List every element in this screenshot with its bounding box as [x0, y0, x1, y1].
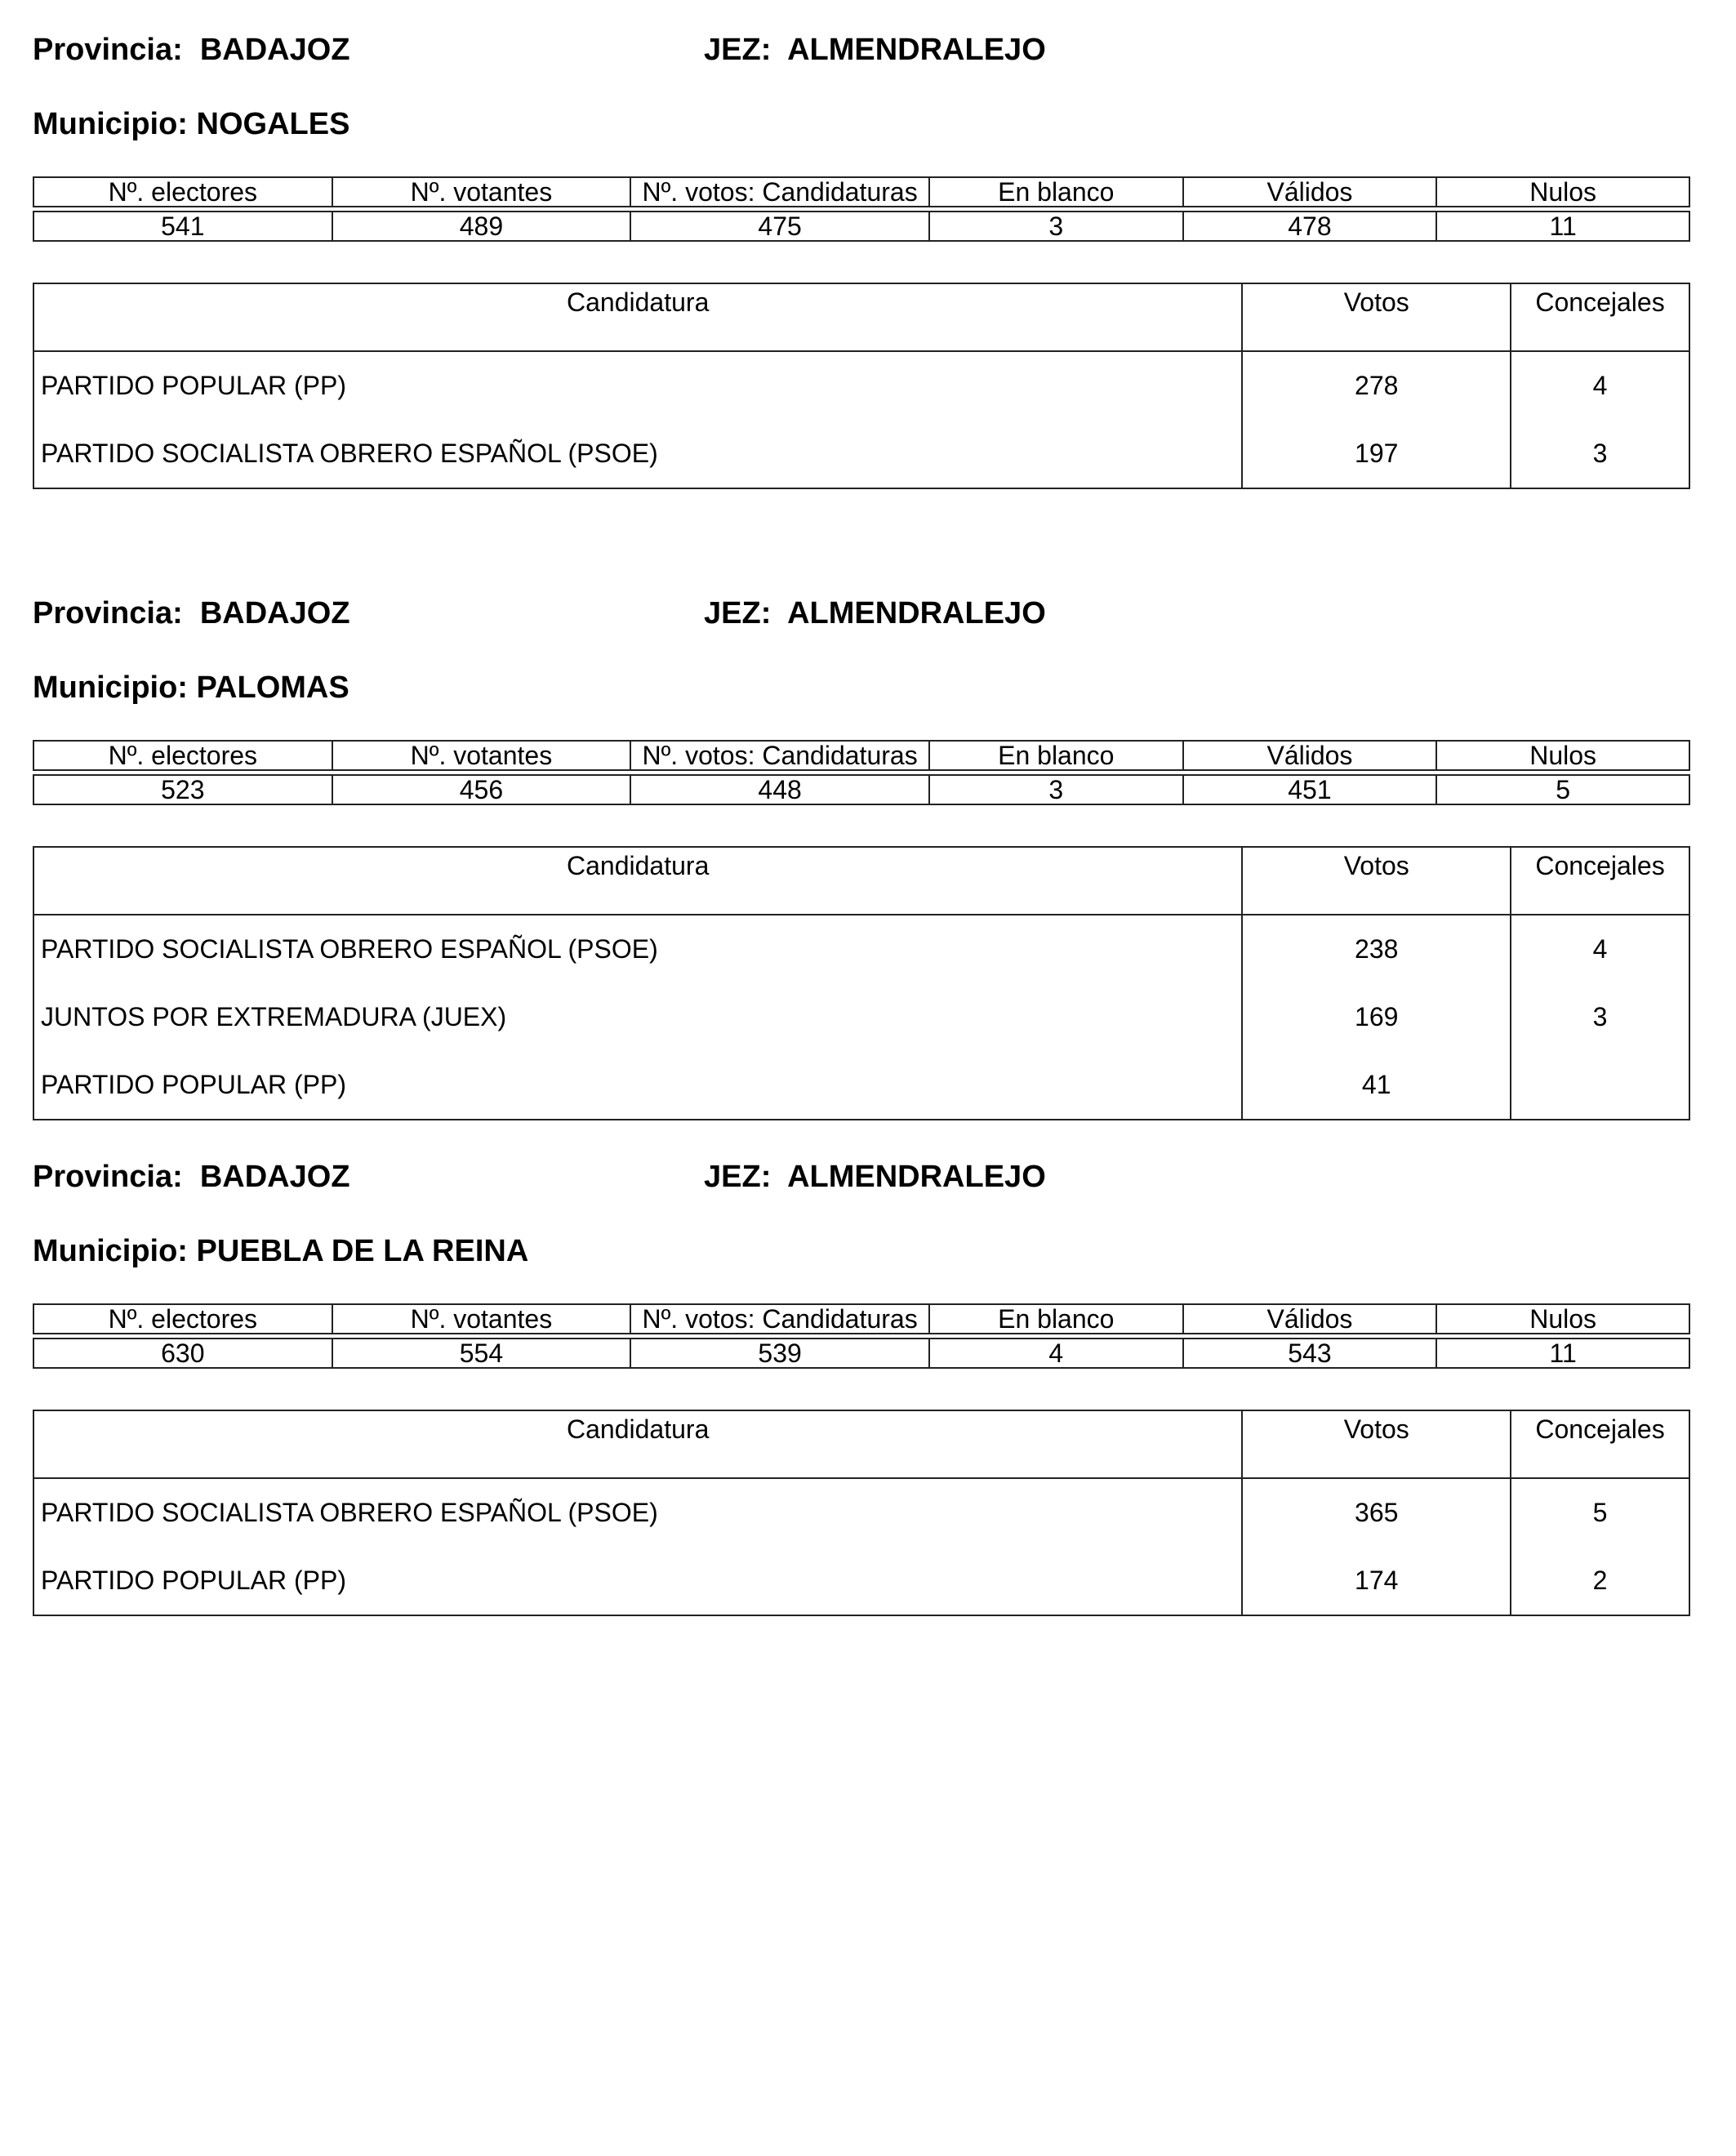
stats-table [33, 176, 1690, 242]
stats-value-row [33, 1339, 1689, 1368]
municipio-label: Municipio: [33, 670, 188, 705]
candidate-row [33, 983, 1689, 1051]
candidate-votos: 169 [1242, 983, 1511, 1051]
candidates-header-row [33, 847, 1689, 915]
candidate-name: PARTIDO POPULAR (PP) [41, 1070, 346, 1099]
stats-header-electores: Nº. electores [33, 177, 332, 207]
candidate-row [33, 420, 1689, 488]
jez-value: ALMENDRALEJO [787, 33, 1046, 67]
stats-header-votos-candidaturas: Nº. votos: Candidaturas [630, 177, 929, 207]
candidate-votos: 197 [1242, 420, 1511, 488]
provincia-value: BADAJOZ [199, 33, 350, 67]
stats-header-votos-candidaturas: Nº. votos: Candidaturas [630, 1304, 929, 1334]
provincia-value: BADAJOZ [199, 596, 350, 630]
provincia-value: BADAJOZ [199, 1160, 350, 1194]
stats-value-en-blanco: 3 [929, 775, 1183, 804]
stats-header-nulos: Nulos [1436, 1304, 1689, 1334]
candidates-header-row [33, 1410, 1689, 1478]
stats-value-electores: 541 [33, 212, 332, 241]
jez-label: JEZ: [704, 596, 772, 630]
jez-value: ALMENDRALEJO [787, 1160, 1046, 1194]
jez-label-group [704, 31, 1046, 69]
votos-header: Votos [1242, 1410, 1511, 1478]
municipio-line [33, 669, 349, 706]
stats-value-electores: 523 [33, 775, 332, 804]
candidates-table [33, 283, 1690, 489]
stats-header-en-blanco: En blanco [929, 741, 1183, 770]
jez-value: ALMENDRALEJO [787, 596, 1046, 630]
stats-header-nulos: Nulos [1436, 741, 1689, 770]
candidates-header-row [33, 283, 1689, 351]
municipio-value: PUEBLA DE LA REINA [196, 1234, 529, 1268]
candidate-concejales [1511, 1051, 1689, 1120]
stats-value-validos: 478 [1183, 212, 1437, 241]
candidate-votos: 174 [1242, 1547, 1511, 1615]
candidatura-header: Candidatura [33, 847, 1242, 915]
candidate-name: PARTIDO SOCIALISTA OBRERO ESPAÑOL (PSOE) [41, 439, 658, 468]
municipio-label: Municipio: [33, 1234, 188, 1268]
stats-value-en-blanco: 4 [929, 1339, 1183, 1368]
candidatura-header: Candidatura [33, 1410, 1242, 1478]
stats-value-votos-candidaturas: 539 [630, 1339, 929, 1368]
jez-label: JEZ: [704, 33, 772, 67]
provincia-label: Provincia: [33, 596, 183, 630]
stats-header-votantes: Nº. votantes [332, 741, 631, 770]
stats-header-electores: Nº. electores [33, 741, 332, 770]
candidate-concejales: 5 [1511, 1478, 1689, 1547]
stats-header-electores: Nº. electores [33, 1304, 332, 1334]
stats-value-votantes: 456 [332, 775, 631, 804]
provincia-label: Provincia: [33, 33, 183, 67]
candidate-row [33, 1547, 1689, 1615]
stats-value-electores: 630 [33, 1339, 332, 1368]
candidate-votos: 365 [1242, 1478, 1511, 1547]
municipio-value: NOGALES [196, 107, 350, 141]
provincia-label-group [33, 1158, 350, 1196]
section-palomas [33, 595, 1690, 1125]
candidate-row [33, 351, 1689, 420]
stats-value-en-blanco: 3 [929, 212, 1183, 241]
stats-value-nulos: 5 [1436, 775, 1689, 804]
provincia-label-group [33, 31, 350, 69]
candidate-votos: 278 [1242, 351, 1511, 420]
stats-table [33, 740, 1690, 805]
candidate-name: PARTIDO SOCIALISTA OBRERO ESPAÑOL (PSOE) [41, 1498, 658, 1527]
candidate-concejales: 2 [1511, 1547, 1689, 1615]
section-nogales [33, 31, 1690, 488]
stats-header-votantes: Nº. votantes [332, 177, 631, 207]
candidates-table [33, 1410, 1690, 1616]
stats-value-votantes: 489 [332, 212, 631, 241]
stats-header-row [33, 177, 1689, 207]
stats-value-votos-candidaturas: 448 [630, 775, 929, 804]
stats-header-votos-candidaturas: Nº. votos: Candidaturas [630, 741, 929, 770]
candidate-name: PARTIDO SOCIALISTA OBRERO ESPAÑOL (PSOE) [41, 934, 658, 964]
stats-table [33, 1303, 1690, 1369]
stats-header-votantes: Nº. votantes [332, 1304, 631, 1334]
stats-value-row [33, 775, 1689, 804]
concejales-header: Concejales [1511, 847, 1689, 915]
concejales-header: Concejales [1511, 283, 1689, 351]
candidate-name: JUNTOS POR EXTREMADURA (JUEX) [41, 1002, 507, 1031]
stats-header-row [33, 1304, 1689, 1334]
stats-value-nulos: 11 [1436, 212, 1689, 241]
stats-header-validos: Válidos [1183, 741, 1437, 770]
stats-value-validos: 451 [1183, 775, 1437, 804]
votos-header: Votos [1242, 283, 1511, 351]
candidate-row [33, 1478, 1689, 1547]
stats-value-votantes: 554 [332, 1339, 631, 1368]
jez-label-group [704, 1158, 1046, 1196]
section-puebla-de-la-reina [33, 1158, 1690, 1615]
stats-header-validos: Válidos [1183, 177, 1437, 207]
votos-header: Votos [1242, 847, 1511, 915]
candidates-table [33, 846, 1690, 1120]
candidate-concejales: 4 [1511, 351, 1689, 420]
stats-value-nulos: 11 [1436, 1339, 1689, 1368]
stats-header-row [33, 741, 1689, 770]
candidatura-header: Candidatura [33, 283, 1242, 351]
jez-label: JEZ: [704, 1160, 772, 1194]
municipio-line [33, 105, 349, 143]
stats-value-votos-candidaturas: 475 [630, 212, 929, 241]
candidate-votos: 41 [1242, 1051, 1511, 1120]
candidate-votos: 238 [1242, 915, 1511, 983]
jez-label-group [704, 595, 1046, 632]
stats-value-validos: 543 [1183, 1339, 1437, 1368]
municipio-line [33, 1232, 528, 1270]
candidate-concejales: 3 [1511, 420, 1689, 488]
candidate-row [33, 1051, 1689, 1120]
provincia-label-group [33, 595, 350, 632]
stats-header-validos: Válidos [1183, 1304, 1437, 1334]
stats-value-row [33, 212, 1689, 241]
municipio-value: PALOMAS [196, 670, 349, 705]
candidate-row [33, 915, 1689, 983]
candidate-concejales: 3 [1511, 983, 1689, 1051]
candidate-name: PARTIDO POPULAR (PP) [41, 371, 346, 400]
stats-header-en-blanco: En blanco [929, 177, 1183, 207]
candidate-concejales: 4 [1511, 915, 1689, 983]
municipio-label: Municipio: [33, 107, 188, 141]
candidate-name: PARTIDO POPULAR (PP) [41, 1566, 346, 1595]
concejales-header: Concejales [1511, 1410, 1689, 1478]
stats-header-nulos: Nulos [1436, 177, 1689, 207]
provincia-label: Provincia: [33, 1160, 183, 1194]
stats-header-en-blanco: En blanco [929, 1304, 1183, 1334]
